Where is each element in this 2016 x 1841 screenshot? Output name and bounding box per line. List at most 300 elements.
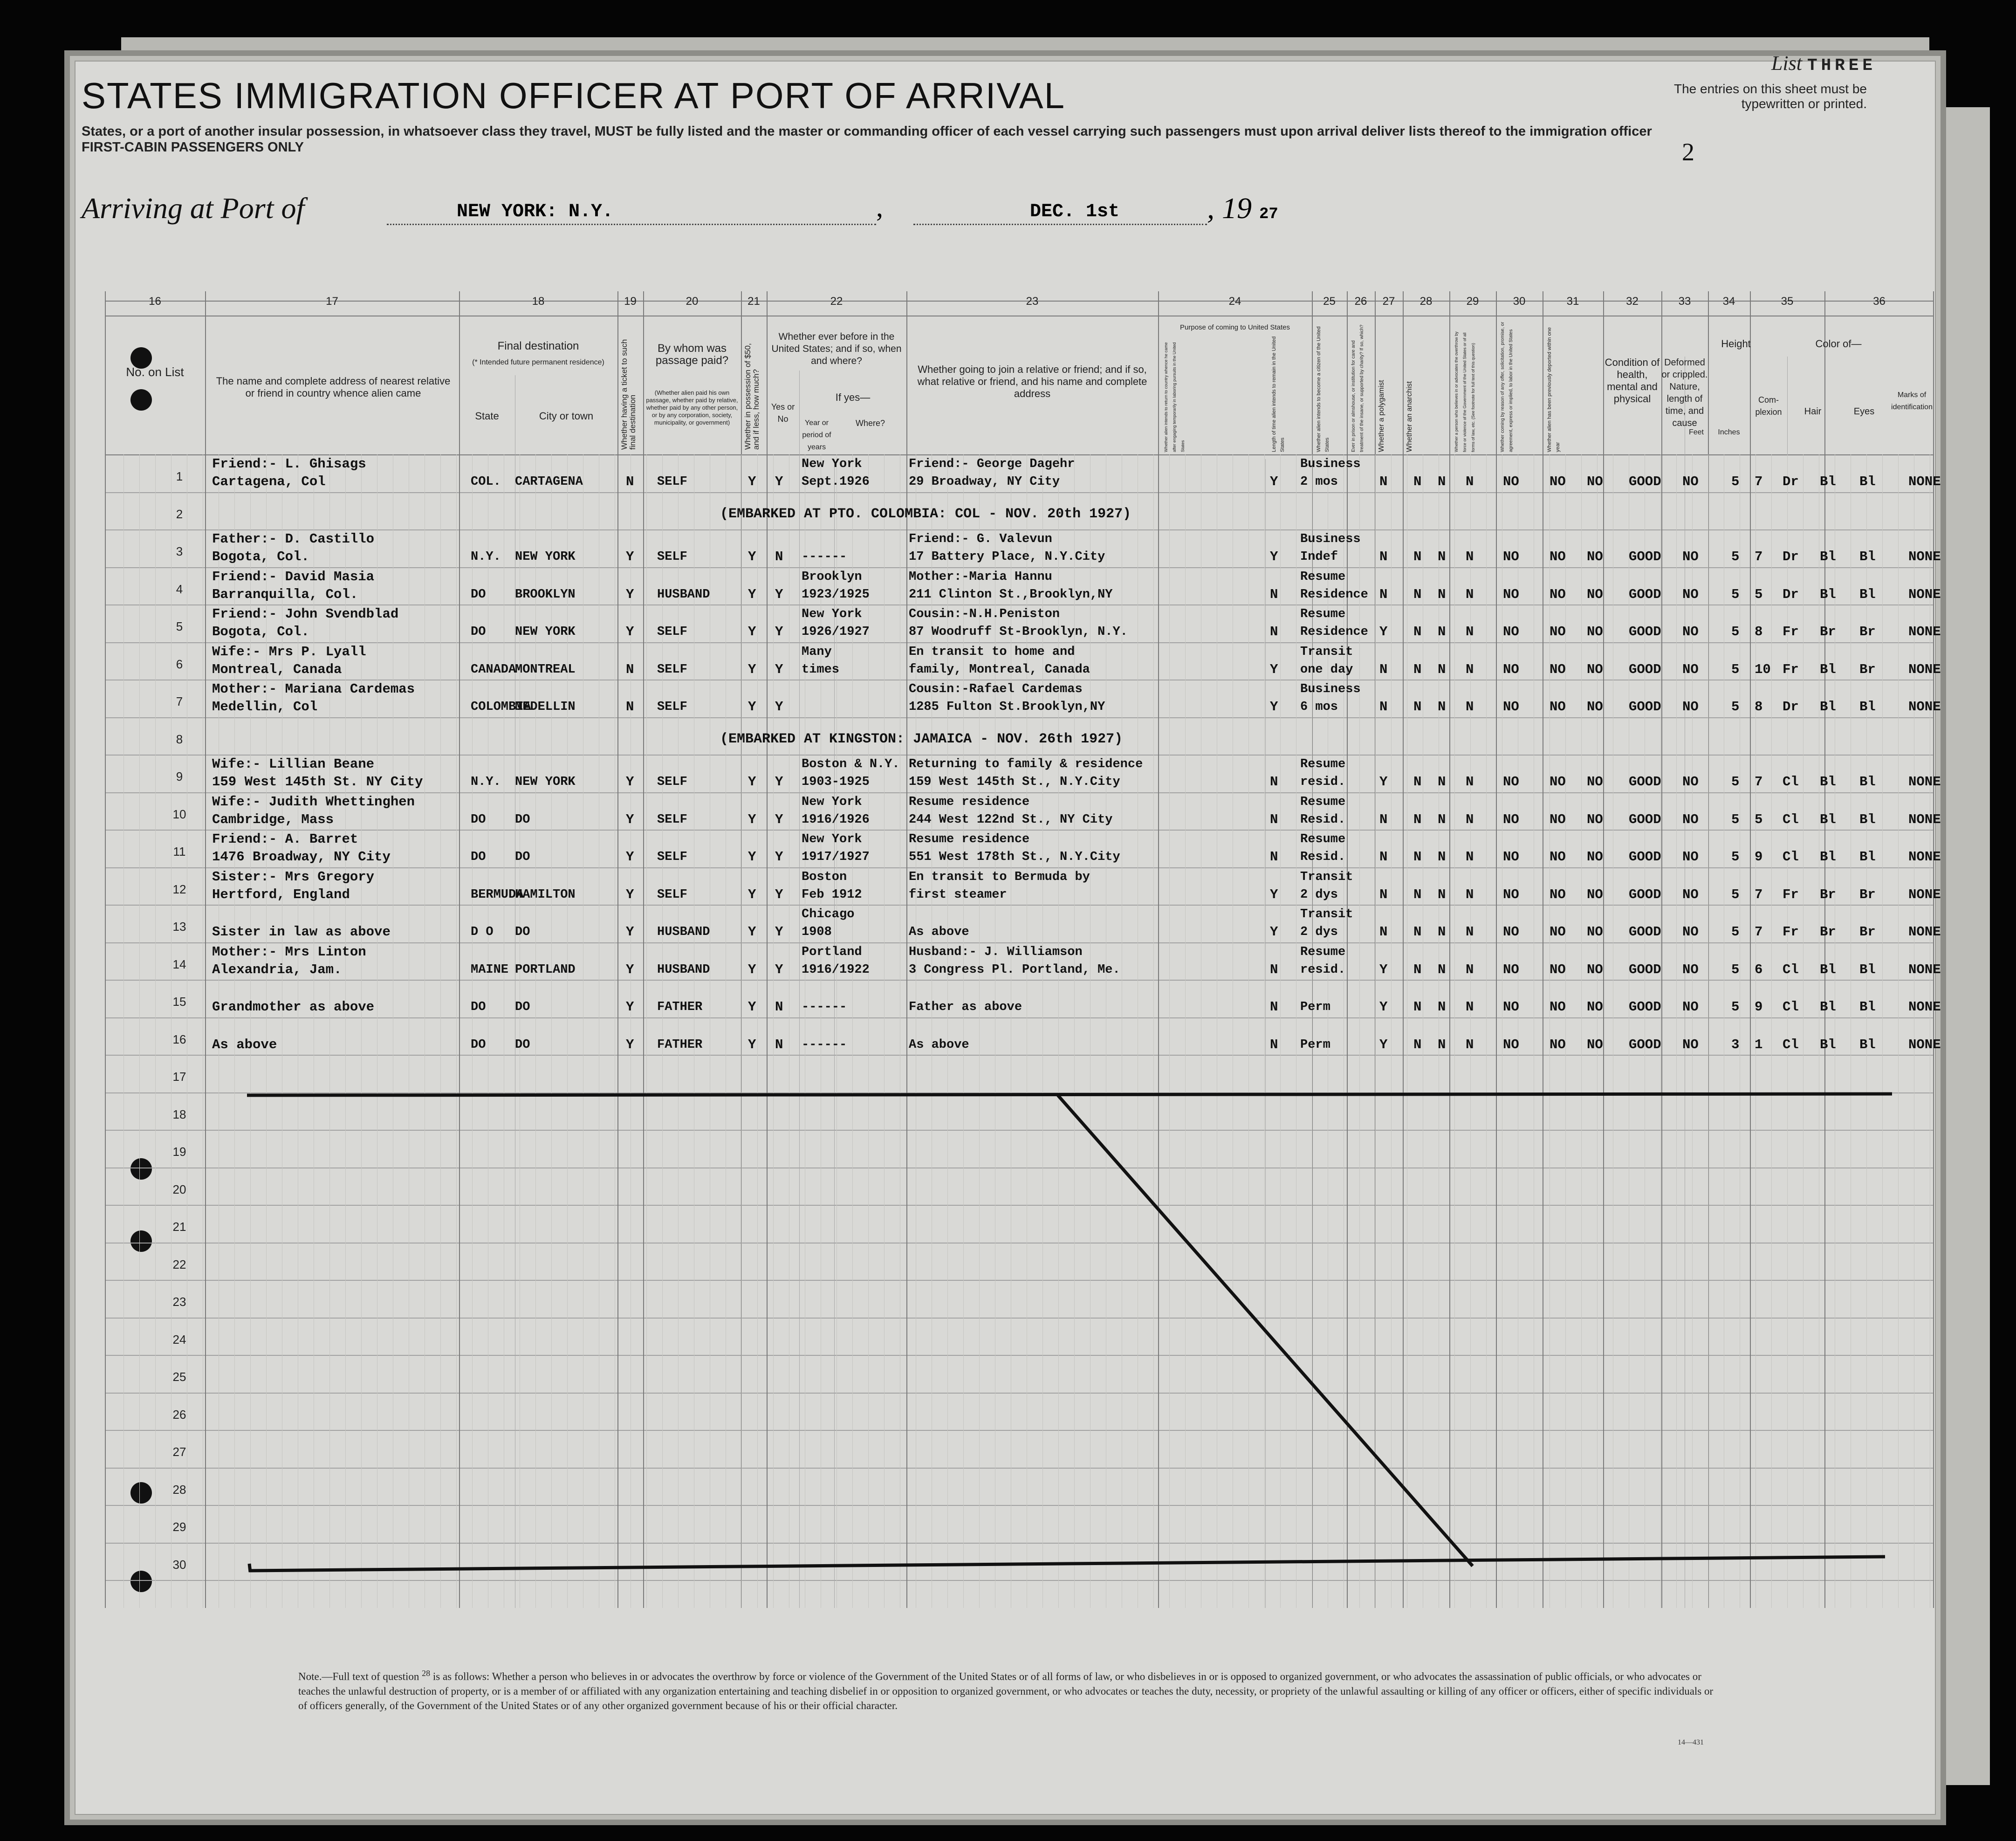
row-number: 26	[172, 1407, 186, 1422]
polygamist-value: N	[1438, 924, 1446, 940]
citizen-intent-value: N	[1379, 549, 1388, 564]
joining-line-2: 3 Congress Pl. Portland, Me.	[909, 962, 1120, 977]
complexion-value: Fr	[1783, 624, 1799, 639]
length-of-stay-line-2: 2 dys	[1300, 925, 1338, 939]
destination-city: BROOKLYN	[515, 587, 576, 602]
arriving-label: Arriving at Port of	[82, 192, 305, 225]
date-value: DEC. 1st	[1030, 201, 1120, 222]
length-of-stay-line-1: Business	[1300, 532, 1361, 546]
prison-value: N	[1413, 924, 1422, 940]
complexion-value: Cl	[1783, 774, 1799, 790]
health-value: GOOD	[1629, 811, 1661, 827]
header-labor: Whether coming by reason of any offer, solicitation, promise, or agreement, express or implied, to labor in the United States	[1500, 322, 1514, 452]
relative-name: Friend:- A. Barret	[212, 831, 358, 847]
joining-line-1: Mother:-Maria Hannu	[909, 570, 1052, 584]
health-value: GOOD	[1629, 661, 1661, 677]
column-number: 35	[1781, 295, 1794, 308]
joining-line-1: Cousin:-Rafael Cardemas	[909, 682, 1083, 696]
row-number: 30	[172, 1557, 186, 1572]
anarchist-value: N	[1466, 849, 1474, 865]
header-no-on-list: No. on List	[126, 365, 184, 379]
length-of-stay-line-1: Transit	[1300, 645, 1353, 659]
deformed-value: NO	[1682, 586, 1699, 602]
year-field: , 19 27	[1207, 192, 1278, 225]
prison-value: N	[1413, 1037, 1422, 1052]
footnote-label: Note.—Full text of question	[298, 1670, 419, 1683]
ticket-value: Y	[626, 549, 634, 564]
relative-address: Cambridge, Mass	[212, 811, 334, 827]
length-of-stay-line-2: Resid.	[1300, 812, 1346, 827]
joining-line-1: Friend:- G. Valevun	[909, 532, 1052, 546]
complexion-value: Cl	[1783, 1037, 1799, 1052]
citizen-intent-value: N	[1379, 586, 1388, 602]
complexion-value: Dr	[1783, 699, 1799, 714]
column-number: 28	[1419, 295, 1433, 308]
joining-line-2: 159 West 145th St., N.Y.City	[909, 775, 1120, 789]
marks-value: NONE	[1908, 811, 1941, 827]
height-feet: 5	[1731, 999, 1740, 1015]
deformed-value: NO	[1682, 774, 1699, 790]
labor-value: NO	[1550, 699, 1566, 714]
destination-state: DO	[471, 850, 486, 864]
polygamist-value: N	[1438, 1037, 1446, 1052]
deformed-value: NO	[1682, 886, 1699, 902]
port-value: NEW YORK: N.Y.	[457, 201, 614, 222]
before-us-year-1: Boston & N.Y.	[802, 757, 900, 771]
relative-address: Montreal, Canada	[212, 661, 342, 677]
before-us-year-1: New York	[802, 795, 862, 809]
destination-city: MEDELLIN	[515, 700, 576, 714]
column-number: 29	[1466, 295, 1479, 308]
purpose-return-value: Y	[1270, 661, 1278, 677]
destination-state: DO	[471, 587, 486, 602]
row-number: 9	[176, 769, 183, 783]
length-of-stay-line-2: Resid.	[1300, 850, 1346, 864]
purpose-return-value: Y	[1270, 886, 1278, 902]
deformed-value: NO	[1682, 962, 1699, 977]
citizen-intent-value: Y	[1379, 999, 1388, 1015]
purpose-return-value: Y	[1270, 699, 1278, 714]
row-number: 5	[176, 619, 183, 633]
labor-value: NO	[1550, 474, 1566, 489]
purpose-return-value: N	[1270, 1037, 1278, 1052]
passage-paid-by: SELF	[657, 700, 687, 714]
relative-name: Mother:- Mrs Linton	[212, 944, 366, 960]
cancel-line-top	[247, 1094, 1892, 1095]
before-us-value: Y	[775, 774, 783, 790]
citizen-intent-value: N	[1379, 924, 1388, 940]
before-us-year-2: 1903-1925	[802, 775, 870, 789]
relative-name: Wife:- Mrs P. Lyall	[212, 644, 366, 659]
marks-value: NONE	[1908, 962, 1941, 977]
overthrow-value: NO	[1503, 886, 1519, 902]
deported-value: NO	[1587, 624, 1603, 639]
joining-line-2: first steamer	[909, 887, 1007, 902]
destination-state: D O	[471, 925, 494, 939]
height-inches: 6	[1755, 962, 1763, 977]
before-us-year-2: ------	[802, 550, 847, 564]
header-where: Where?	[855, 419, 885, 428]
marks-value: NONE	[1908, 774, 1941, 790]
eye-color: Br	[1859, 661, 1876, 677]
prison-value: N	[1413, 849, 1422, 865]
health-value: GOOD	[1629, 849, 1661, 865]
prison-value: N	[1413, 586, 1422, 602]
relative-address: 159 West 145th St. NY City	[212, 774, 423, 790]
passage-paid-by: SELF	[657, 662, 687, 677]
length-of-stay-line-2: resid.	[1300, 962, 1346, 977]
deformed-value: NO	[1682, 1037, 1699, 1052]
destination-city: DO	[515, 812, 530, 827]
marks-value: NONE	[1908, 661, 1941, 677]
eye-color: Bl	[1859, 962, 1876, 977]
eye-color: Bl	[1859, 586, 1876, 602]
length-of-stay-line-1: Transit	[1300, 907, 1353, 921]
overthrow-value: NO	[1503, 699, 1519, 714]
joining-line-1: Returning to family & residence	[909, 757, 1143, 771]
labor-value: NO	[1550, 774, 1566, 790]
deformed-value: NO	[1682, 999, 1699, 1015]
anarchist-value: N	[1466, 1037, 1474, 1052]
eye-color: Br	[1859, 624, 1876, 639]
length-of-stay-line-2: Residence	[1300, 587, 1368, 602]
prison-value: N	[1413, 549, 1422, 564]
height-inches: 9	[1755, 849, 1763, 865]
column-number: 20	[686, 295, 699, 308]
complexion-value: Cl	[1783, 962, 1799, 977]
row-number: 29	[172, 1520, 186, 1534]
relative-address: Hertford, England	[212, 886, 350, 902]
footnote-text: is as follows: Whether a person who believes in or advocates the overthrow by force or violence of the Government of the United States or of all forms of law, or who disbelieves in or is opposed to organized government, or who advocates the assassination of public officials, or who advocates or teaches the unlawful destruction of property, or is a member of or affiliated with any organization entertaining and teaching disbelief in or opposition to organized government, or who advocates or teaches the duty, necessity, or propriety of the unlawful assaulting or killing of any officer or officers, either of specific individuals or of officers generally, of the Government of the United States or of any other organized government because of his or their official character.	[298, 1670, 1714, 1711]
joining-line-1: En transit to home and	[909, 645, 1075, 659]
polygamist-value: N	[1438, 886, 1446, 902]
hair-color: Bl	[1820, 586, 1836, 602]
column-number: 25	[1323, 295, 1336, 308]
eye-color: Bl	[1859, 549, 1876, 564]
overthrow-value: NO	[1503, 586, 1519, 602]
hair-color: Bl	[1820, 962, 1836, 977]
health-value: GOOD	[1629, 624, 1661, 639]
deported-value: NO	[1587, 1037, 1603, 1052]
row-number: 4	[176, 582, 183, 596]
header-health: Condition of health, mental and physical	[1605, 357, 1660, 405]
row-number: 27	[172, 1445, 186, 1459]
passage-paid-by: SELF	[657, 475, 687, 489]
deported-value: NO	[1587, 849, 1603, 865]
deformed-value: NO	[1682, 624, 1699, 639]
labor-value: NO	[1550, 924, 1566, 940]
before-us-year-2: 1916/1926	[802, 812, 870, 827]
length-of-stay-line-1: Resume	[1300, 570, 1346, 584]
complexion-value: Dr	[1783, 549, 1799, 564]
relative-name: Father:- D. Castillo	[212, 531, 375, 547]
header-purpose-a: Whether alien intends to return to country whence he came after engaging temporarily in laboring pursuits in the United States	[1164, 342, 1185, 452]
marks-value: NONE	[1908, 586, 1941, 602]
column-number: 34	[1722, 295, 1735, 308]
column-number: 18	[532, 295, 545, 308]
purpose-return-value: N	[1270, 999, 1278, 1015]
header-polygamist: Whether a polygamist	[1378, 380, 1385, 452]
relative-address: Barranquilla, Col.	[212, 586, 358, 602]
labor-value: NO	[1550, 624, 1566, 639]
eye-color: Bl	[1859, 811, 1876, 827]
before-us-year-2: Feb 1912	[802, 887, 862, 902]
form-number: 14—431	[1678, 1738, 1704, 1746]
relative-name: Mother:- Mariana Cardemas	[212, 681, 415, 697]
joining-line-2: 211 Clinton St.,Brooklyn,NY	[909, 587, 1113, 602]
destination-state: CANADA	[471, 662, 516, 677]
anarchist-value: N	[1466, 886, 1474, 902]
row-number: 10	[172, 807, 186, 821]
before-us-year-1: New York	[802, 607, 862, 621]
ticket-value: Y	[626, 774, 634, 790]
before-us-value: Y	[775, 624, 783, 639]
before-us-year-2: times	[802, 662, 840, 677]
hair-color: Br	[1820, 624, 1836, 639]
health-value: GOOD	[1629, 474, 1661, 489]
ticket-value: Y	[626, 624, 634, 639]
hair-color: Bl	[1820, 774, 1836, 790]
money-value: Y	[748, 962, 756, 977]
header-purpose-c: Whether alien intends to become a citizen of the United States	[1316, 326, 1330, 452]
before-us-year-1: Brooklyn	[802, 570, 862, 584]
header-final-destination: Final destination	[497, 340, 579, 352]
money-value: Y	[748, 1037, 756, 1052]
polygamist-value: N	[1438, 999, 1446, 1015]
date-field	[913, 196, 1207, 225]
overthrow-value: NO	[1503, 661, 1519, 677]
destination-state: DO	[471, 625, 486, 639]
joining-line-1: Friend:- George Dagehr	[909, 457, 1075, 471]
height-feet: 5	[1731, 661, 1740, 677]
joining-line-1: Cousin:-N.H.Peniston	[909, 607, 1060, 621]
column-number: 30	[1513, 295, 1526, 308]
prison-value: N	[1413, 774, 1422, 790]
marks-value: NONE	[1908, 624, 1941, 639]
complexion-value: Dr	[1783, 474, 1799, 489]
length-of-stay-line-1: Resume	[1300, 757, 1346, 771]
row-number: 15	[172, 995, 186, 1009]
hair-color: Bl	[1820, 661, 1836, 677]
destination-state: COLOMBIA	[471, 700, 531, 714]
overthrow-value: NO	[1503, 474, 1519, 489]
destination-state: N.Y.	[471, 775, 501, 789]
footnote-question-number: 28	[422, 1669, 431, 1678]
column-number: 26	[1354, 295, 1367, 308]
citizen-intent-value: Y	[1379, 962, 1388, 977]
intro-line-1: States, or a port of another insular possession, in whatsoever class they travel, MUST be fully listed and the master or commanding officer of each vessel carrying such passengers must upon arrival deliver lists thereof to the immigration officer	[82, 124, 1652, 139]
height-inches: 5	[1755, 811, 1763, 827]
destination-state: DO	[471, 1037, 486, 1052]
purpose-return-value: Y	[1270, 549, 1278, 564]
hair-color: Bl	[1820, 811, 1836, 827]
money-value: Y	[748, 624, 756, 639]
year-suffix: 27	[1259, 206, 1278, 223]
joining-line-1: Resume residence	[909, 832, 1030, 846]
prison-value: N	[1413, 811, 1422, 827]
purpose-return-value: N	[1270, 962, 1278, 977]
row-number: 1	[176, 469, 183, 483]
relative-name: Wife:- Lillian Beane	[212, 756, 375, 772]
overthrow-value: NO	[1503, 774, 1519, 790]
passage-paid-by: HUSBAND	[657, 587, 710, 602]
before-us-value: Y	[775, 699, 783, 714]
before-us-year-1: Boston	[802, 870, 847, 884]
height-inches: 7	[1755, 924, 1763, 940]
height-feet: 5	[1731, 699, 1740, 714]
ticket-value: Y	[626, 811, 634, 827]
destination-city: DO	[515, 1037, 530, 1052]
row-number: 17	[172, 1070, 186, 1084]
destination-city: DO	[515, 850, 530, 864]
row-number: 7	[176, 694, 183, 708]
hair-color: Br	[1820, 924, 1836, 940]
length-of-stay-line-1: Business	[1300, 457, 1361, 471]
column-number: 19	[624, 295, 637, 308]
prison-value: N	[1413, 699, 1422, 714]
joining-line-2: 29 Broadway, NY City	[909, 475, 1060, 489]
polygamist-value: N	[1438, 586, 1446, 602]
overthrow-value: NO	[1503, 549, 1519, 564]
marks-value: NONE	[1908, 849, 1941, 865]
page-title: STATES IMMIGRATION OFFICER AT PORT OF ARRIVAL	[82, 75, 1066, 116]
column-number: 17	[326, 295, 338, 308]
eye-color: Br	[1859, 886, 1876, 902]
deformed-value: NO	[1682, 474, 1699, 489]
comma: ,	[876, 192, 883, 222]
anarchist-value: N	[1466, 474, 1474, 489]
marks-value: NONE	[1908, 1037, 1941, 1052]
polygamist-value: N	[1438, 962, 1446, 977]
column-number: 36	[1873, 295, 1886, 308]
length-of-stay-line-2: one day	[1300, 662, 1353, 677]
anarchist-value: N	[1466, 549, 1474, 564]
row-number: 24	[172, 1332, 186, 1346]
labor-value: NO	[1550, 999, 1566, 1015]
ticket-value: Y	[626, 999, 634, 1015]
anarchist-value: N	[1466, 699, 1474, 714]
labor-value: NO	[1550, 661, 1566, 677]
destination-city: HAMILTON	[515, 887, 576, 902]
length-of-stay-line-2: 2 mos	[1300, 475, 1338, 489]
anarchist-value: N	[1466, 774, 1474, 790]
header-money: Whether in possession of $50, and if less, how much?	[743, 343, 761, 450]
row-number: 20	[172, 1182, 186, 1196]
destination-city: NEW YORK	[515, 550, 576, 564]
passage-paid-by: SELF	[657, 625, 687, 639]
polygamist-value: N	[1438, 849, 1446, 865]
joining-line-2: As above	[909, 925, 969, 939]
before-us-year-1: Portland	[802, 945, 862, 959]
health-value: GOOD	[1629, 1037, 1661, 1052]
destination-state: DO	[471, 812, 486, 827]
anarchist-value: N	[1466, 811, 1474, 827]
header-passage: By whom was passage paid?	[655, 342, 729, 367]
anarchist-value: N	[1466, 962, 1474, 977]
entries-note: The entries on this sheet must be typewritten or printed.	[1674, 82, 1867, 111]
citizen-intent-value: N	[1379, 886, 1388, 902]
deported-value: NO	[1587, 962, 1603, 977]
prison-value: N	[1413, 962, 1422, 977]
hair-color: Bl	[1820, 474, 1836, 489]
money-value: Y	[748, 999, 756, 1015]
length-of-stay-line-2: Perm	[1300, 1037, 1330, 1052]
deported-value: NO	[1587, 999, 1603, 1015]
passage-paid-by: SELF	[657, 812, 687, 827]
column-number: 22	[830, 295, 843, 308]
before-us-year-1: Many	[802, 645, 832, 659]
purpose-return-value: N	[1270, 624, 1278, 639]
marks-value: NONE	[1908, 886, 1941, 902]
eye-color: Bl	[1859, 849, 1876, 865]
header-marks: Marks of identification	[1891, 391, 1933, 411]
health-value: GOOD	[1629, 699, 1661, 714]
passage-paid-by: FATHER	[657, 1037, 703, 1052]
citizen-intent-value: N	[1379, 474, 1388, 489]
citizen-intent-value: N	[1379, 699, 1388, 714]
length-of-stay-line-2: Perm	[1300, 1000, 1330, 1014]
before-us-year-1: New York	[802, 457, 862, 471]
labor-value: NO	[1550, 549, 1566, 564]
anarchist-value: N	[1466, 999, 1474, 1015]
height-inches: 5	[1755, 586, 1763, 602]
complexion-value: Fr	[1783, 661, 1799, 677]
eye-color: Br	[1859, 924, 1876, 940]
manifest-grid	[105, 291, 1941, 1608]
header-before-us: Whether ever before in the United States; and if so, when and where?	[771, 331, 902, 366]
row-number: 23	[172, 1295, 186, 1309]
overthrow-value: NO	[1503, 962, 1519, 977]
citizen-intent-value: Y	[1379, 1037, 1388, 1052]
health-value: GOOD	[1629, 962, 1661, 977]
before-us-year-2: 1923/1925	[802, 587, 870, 602]
header-purpose: Purpose of coming to United States	[1180, 323, 1290, 331]
height-inches: 7	[1755, 774, 1763, 790]
overthrow-value: NO	[1503, 924, 1519, 940]
row-number: 25	[172, 1370, 186, 1384]
deformed-value: NO	[1682, 924, 1699, 940]
height-feet: 5	[1731, 849, 1740, 865]
sheet-number: 2	[1682, 138, 1694, 166]
anarchist-value: N	[1466, 624, 1474, 639]
citizen-intent-value: Y	[1379, 624, 1388, 639]
purpose-return-value: Y	[1270, 474, 1278, 489]
length-of-stay-line-2: Indef	[1300, 550, 1338, 564]
joining-line-2: Father as above	[909, 1000, 1022, 1014]
relative-address: Sister in law as above	[212, 924, 391, 940]
column-number: 31	[1566, 295, 1579, 308]
before-us-value: N	[775, 549, 783, 564]
deported-value: NO	[1587, 661, 1603, 677]
deformed-value: NO	[1682, 699, 1699, 714]
length-of-stay-line-1: Transit	[1300, 870, 1353, 884]
polygamist-value: N	[1438, 774, 1446, 790]
complexion-value: Dr	[1783, 586, 1799, 602]
marks-value: NONE	[1908, 474, 1941, 489]
cancel-line-bottom	[249, 1557, 1885, 1571]
ticket-value: N	[626, 699, 634, 714]
joining-line-1: En transit to Bermuda by	[909, 870, 1090, 884]
anarchist-value: N	[1466, 586, 1474, 602]
labor-value: NO	[1550, 811, 1566, 827]
row-number: 19	[172, 1145, 186, 1159]
before-us-year-2: 1917/1927	[802, 850, 870, 864]
before-us-value: Y	[775, 586, 783, 602]
deported-value: NO	[1587, 886, 1603, 902]
money-value: Y	[748, 811, 756, 827]
height-inches: 10	[1755, 661, 1771, 677]
health-value: GOOD	[1629, 924, 1661, 940]
